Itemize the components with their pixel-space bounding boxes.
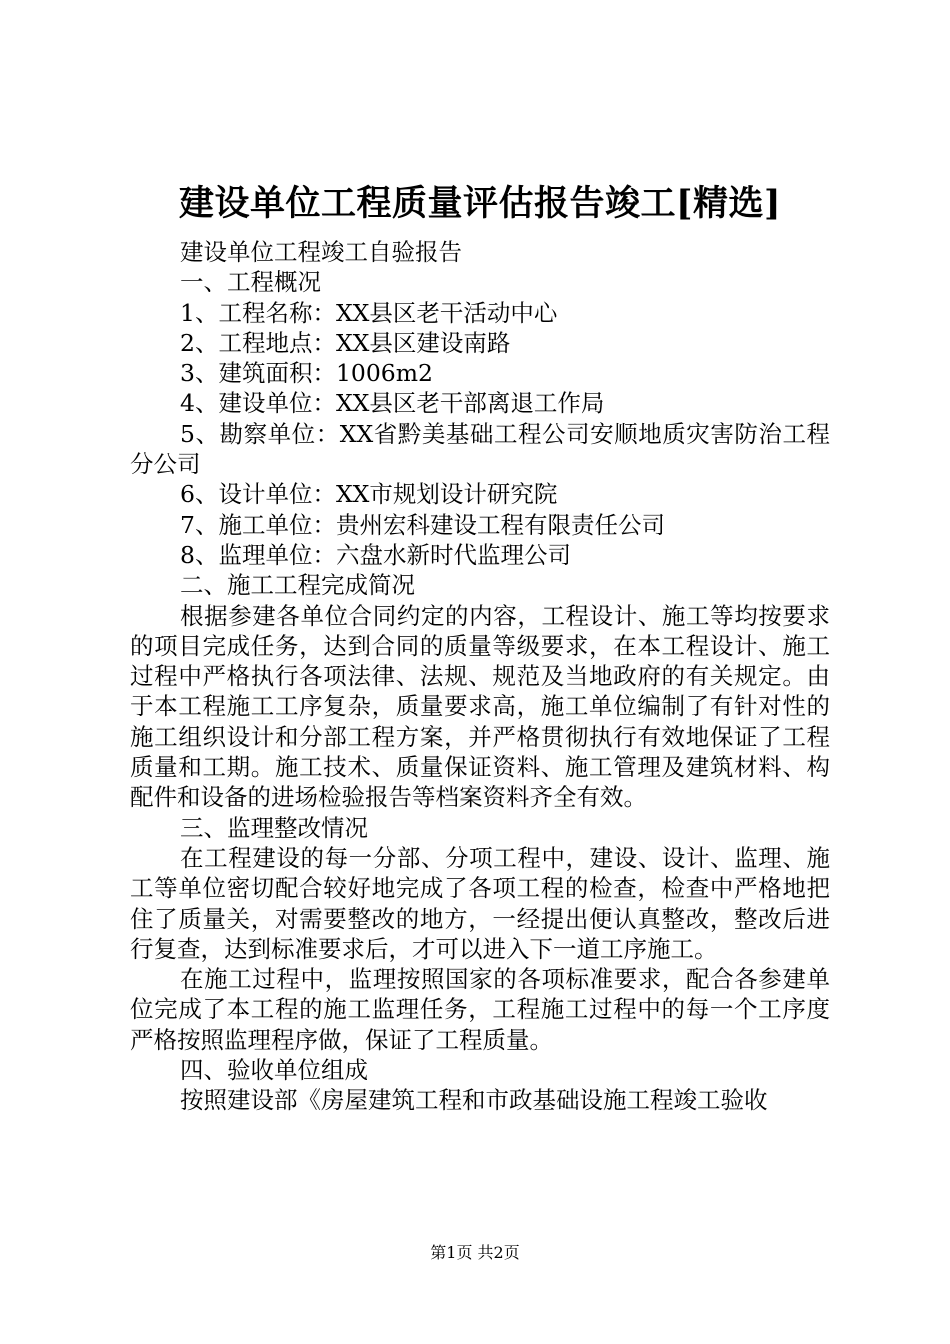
body-paragraph: 在工程建设的每一分部、分项工程中，建设、设计、监理、施工等单位密切配合较好地完成了各项工程的检查，检查中严格地把住了质量关，对需要整改的地方，一经提出便认真整改，整改后进行复查，达到标准要求后，才可以进入下一道工序施工。 <box>130 843 830 963</box>
project-name: 1、工程名称：XX县区老干活动中心 <box>180 298 558 327</box>
section-heading: 三、监理整改情况 <box>180 813 368 842</box>
survey-unit: 5、勘察单位：XX省黔美基础工程公司安顺地质灾害防治工程分公司 <box>130 419 830 479</box>
body-paragraph: 根据参建各单位合同约定的内容，工程设计、施工等均按要求的项目完成任务，达到合同的质量等级要求，在本工程设计、施工过程中严格执行各项法律、法规、规范及当地政府的有关规定。由于本工程施工工序复杂，质量要求高，施工单位编制了有针对性的施工组织设计和分部工程方案，并严格贯彻执行有效地保证了工程质量和工期。施工技术、质量保证资料、施工管理及建筑材料、构配件和设备的进场检验报告等档案资料齐全有效。 <box>130 601 830 812</box>
document-title: 建设单位工程质量评估报告竣工[精选] <box>178 183 782 224</box>
document-body <box>130 237 830 1116</box>
section-heading: 一、工程概况 <box>180 268 321 297</box>
contractor-unit: 7、施工单位：贵州宏科建设工程有限责任公司 <box>180 510 665 539</box>
project-location: 2、工程地点：XX县区建设南路 <box>180 328 511 357</box>
building-area: 3、建筑面积：1006m2 <box>180 359 433 388</box>
report-heading: 建设单位工程竣工自验报告 <box>180 238 462 266</box>
page-number-footer: 第1页 共2页 <box>430 1243 520 1262</box>
construction-owner: 4、建设单位：XX县区老干部离退工作局 <box>180 389 605 418</box>
section-heading: 四、验收单位组成 <box>180 1056 368 1085</box>
section-heading: 二、施工工程完成简况 <box>180 571 415 600</box>
supervision-unit: 8、监理单位：六盘水新时代监理公司 <box>180 540 571 569</box>
body-paragraph: 在施工过程中，监理按照国家的各项标准要求，配合各参建单位完成了本工程的施工监理任务，工程施工过程中的每一个工序度严格按照监理程序做，保证了工程质量。 <box>130 965 830 1054</box>
design-unit: 6、设计单位：XX市规划设计研究院 <box>180 480 558 509</box>
body-paragraph: 按照建设部《房屋建筑工程和市政基础设施工程竣工验收 <box>180 1086 768 1115</box>
